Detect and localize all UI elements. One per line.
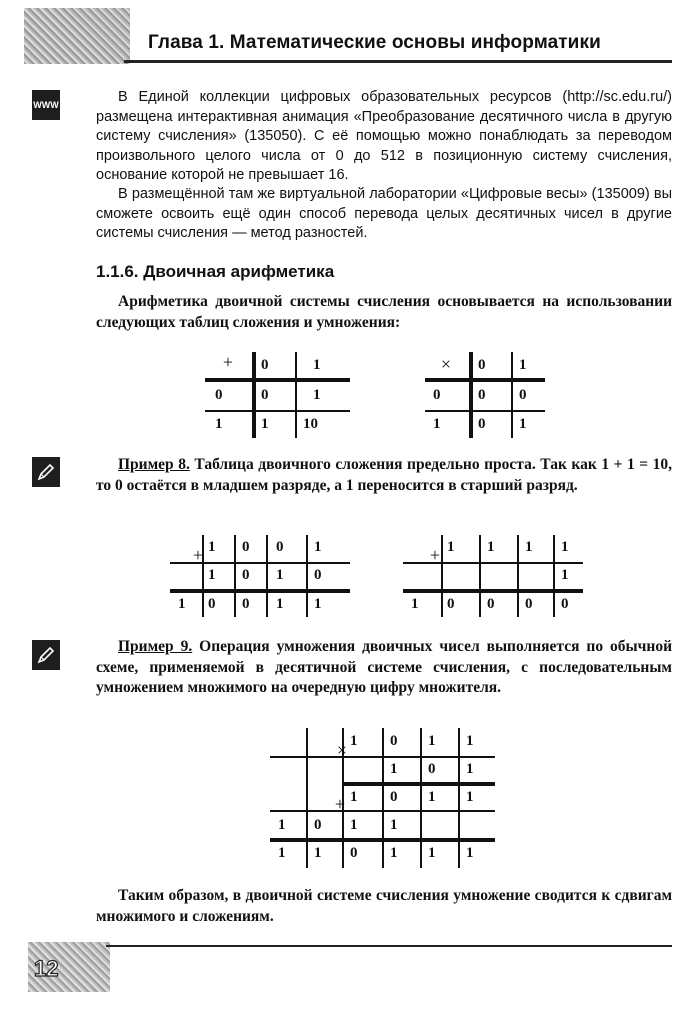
mult-r-4: 1 bbox=[428, 845, 436, 861]
sum2-a-1: 1 bbox=[487, 539, 495, 555]
example-9-text bbox=[96, 637, 672, 699]
mul-row1-label: 1 bbox=[433, 416, 441, 432]
mul-row0-c0: 0 bbox=[478, 387, 486, 403]
mult-p1-0: 1 bbox=[350, 789, 358, 805]
mult-p2-0: 1 bbox=[278, 817, 286, 833]
mult-p1-2: 1 bbox=[428, 789, 436, 805]
sum2-r-1: 0 bbox=[447, 596, 455, 612]
mult-b-0: 1 bbox=[390, 761, 398, 777]
page-number: 12 bbox=[34, 956, 59, 981]
add-row1-c0: 1 bbox=[261, 416, 269, 432]
intro-paragraph-2: В размещённой там же виртуальной лаборатории «Цифровые весы» (135009) вы сможете освоить ещё один способ перевода целых десятичных чисел в другие системы счисления — метод разностей. bbox=[96, 186, 672, 241]
mul-row0-label: 0 bbox=[433, 387, 441, 403]
www-icon-label: WWW bbox=[33, 100, 59, 110]
addition-table bbox=[205, 352, 350, 438]
mul-header-1: 1 bbox=[519, 357, 527, 373]
addition-example-1 bbox=[170, 535, 350, 617]
times-sign: × bbox=[336, 740, 348, 760]
example-9-label: Пример 9. bbox=[118, 638, 193, 655]
www-icon bbox=[32, 90, 60, 120]
sum1-sign: + bbox=[192, 545, 204, 565]
sum2-b-0: 1 bbox=[561, 567, 569, 583]
mult-b-2: 1 bbox=[466, 761, 474, 777]
sum1-b-3: 0 bbox=[314, 567, 322, 583]
mult-p1-1: 0 bbox=[390, 789, 398, 805]
mul-row0-c1: 0 bbox=[519, 387, 527, 403]
header-texture bbox=[24, 8, 130, 64]
sum1-a-2: 0 bbox=[276, 539, 284, 555]
mul-row1-c1: 1 bbox=[519, 416, 527, 432]
addition-op: + bbox=[222, 352, 234, 372]
mult-r-0: 1 bbox=[278, 845, 286, 861]
example-9-body: Операция умножения двоичных чисел выполняется по обычной схеме, применяемой в десятичной системе счисления, с последовательным умножением множимого на очередную цифру множителя. bbox=[96, 638, 672, 696]
sum1-r-2: 0 bbox=[242, 596, 250, 612]
mult-p2-1: 0 bbox=[314, 817, 322, 833]
sum2-r-0: 1 bbox=[411, 596, 419, 612]
add-header-1: 1 bbox=[313, 357, 321, 373]
example-8-label: Пример 8. bbox=[118, 456, 190, 473]
sum2-r-2: 0 bbox=[487, 596, 495, 612]
sum1-r-3: 1 bbox=[276, 596, 284, 612]
mul-row1-c0: 0 bbox=[478, 416, 486, 432]
example-8-text bbox=[96, 455, 672, 496]
sum1-a-1: 0 bbox=[242, 539, 250, 555]
sum1-r-4: 1 bbox=[314, 596, 322, 612]
sum2-a-2: 1 bbox=[525, 539, 533, 555]
sum1-a-0: 1 bbox=[208, 539, 216, 555]
addition-example-2 bbox=[403, 535, 583, 617]
mul-header-0: 0 bbox=[478, 357, 486, 373]
add-row1-label: 1 bbox=[215, 416, 223, 432]
mult-b-1: 0 bbox=[428, 761, 436, 777]
mult-a-0: 1 bbox=[350, 733, 358, 749]
mult-p2-3: 1 bbox=[390, 817, 398, 833]
pencil-icon bbox=[32, 640, 60, 670]
section-title: 1.1.6. Двоичная арифметика bbox=[96, 262, 335, 281]
plus-sign: + bbox=[334, 794, 346, 814]
add-row1-c1: 10 bbox=[303, 416, 318, 432]
sum1-b-1: 0 bbox=[242, 567, 250, 583]
chapter-title: Глава 1. Математические основы информатики bbox=[148, 32, 601, 53]
conclusion-paragraph: Таким образом, в двоичной системе счисления умножение сводится к сдвигам множимого и сложениям. bbox=[96, 887, 672, 925]
add-row0-label: 0 bbox=[215, 387, 223, 403]
example-8-body: Таблица двоичного сложения предельно проста. Так как 1 + 1 = 10, то 0 остаётся в младшем разряде, а 1 переносится в старший разряд. bbox=[96, 456, 672, 494]
sum2-r-3: 0 bbox=[525, 596, 533, 612]
multiplication-example bbox=[270, 728, 495, 868]
add-header-0: 0 bbox=[261, 357, 269, 373]
sum2-a-3: 1 bbox=[561, 539, 569, 555]
mult-p1-3: 1 bbox=[466, 789, 474, 805]
mult-r-3: 1 bbox=[390, 845, 398, 861]
sum2-sign: + bbox=[429, 545, 441, 565]
section-intro: Арифметика двоичной системы счисления основывается на использовании следующих таблиц сложения и умножения: bbox=[96, 293, 672, 331]
add-row0-c1: 1 bbox=[313, 387, 321, 403]
sum1-b-2: 1 bbox=[276, 567, 284, 583]
footer-rule bbox=[106, 945, 672, 947]
header-rule bbox=[124, 60, 672, 63]
multiplication-table bbox=[425, 352, 545, 438]
mult-r-5: 1 bbox=[466, 845, 474, 861]
mult-a-2: 1 bbox=[428, 733, 436, 749]
sum1-r-0: 1 bbox=[178, 596, 186, 612]
mult-a-3: 1 bbox=[466, 733, 474, 749]
sum1-r-1: 0 bbox=[208, 596, 216, 612]
mult-p2-2: 1 bbox=[350, 817, 358, 833]
intro-paragraph-1: В Единой коллекции цифровых образовательных ресурсов (http://sc.edu.ru/) размещена интерактивная анимация «Преобразование десятичного числа в другую систему счисления» (135050). С её помощью можно понаблюдать за переводом произвольного целого числа от 0 до 512 в позиционную систему счисления, основание которой не превышает 16. bbox=[96, 89, 672, 183]
sum1-b-0: 1 bbox=[208, 567, 216, 583]
sum1-a-3: 1 bbox=[314, 539, 322, 555]
multiplication-op: × bbox=[440, 354, 452, 374]
mult-r-2: 0 bbox=[350, 845, 358, 861]
mult-a-1: 0 bbox=[390, 733, 398, 749]
pencil-icon bbox=[32, 457, 60, 487]
mult-r-1: 1 bbox=[314, 845, 322, 861]
add-row0-c0: 0 bbox=[261, 387, 269, 403]
sum2-a-0: 1 bbox=[447, 539, 455, 555]
sum2-r-4: 0 bbox=[561, 596, 569, 612]
